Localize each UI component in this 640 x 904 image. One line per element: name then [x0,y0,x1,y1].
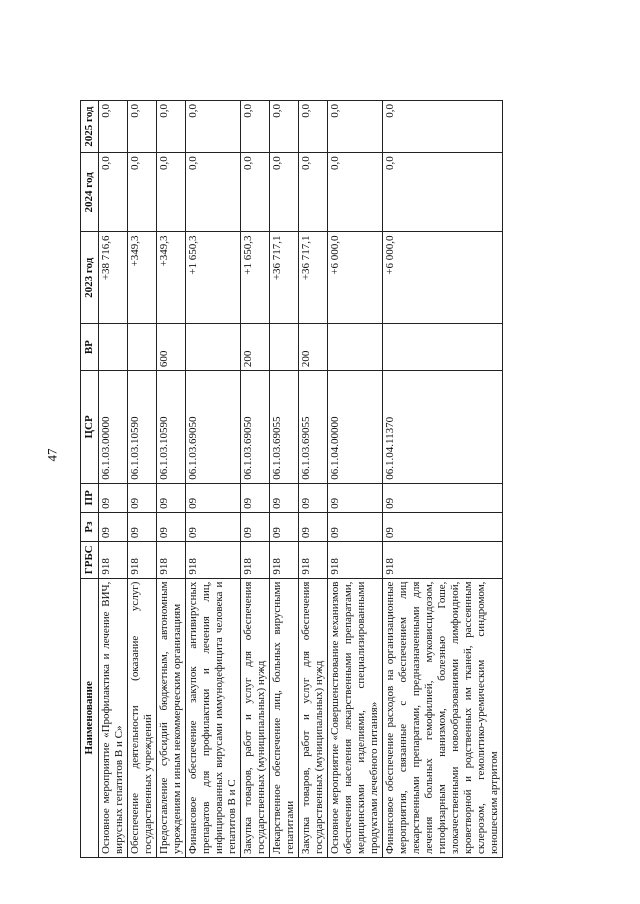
cell-csr: 06.1.03.10590 [157,371,186,484]
cell-2025: 0,0 [128,101,157,153]
cell-grbs: 918 [186,542,241,578]
cell-grbs: 918 [383,542,503,578]
cell-name: Основное мероприятие «Совершенствование механизмов обеспечения населения лекарственными препаратами, медицинскими изделиями, специализированными продуктами лечебного питания» [328,578,383,857]
cell-name: Обеспечение деятельности (оказание услуг) государственных учреждений [128,578,157,857]
cell-2024: 0,0 [299,153,328,232]
rotated-table-wrapper [80,104,640,858]
table-row [128,101,157,858]
cell-vr [128,324,157,371]
cell-vr: 200 [299,324,328,371]
cell-csr: 06.1.04.11370 [383,371,503,484]
cell-2023: +6 000,0 [328,232,383,324]
cell-2025: 0,0 [157,101,186,153]
cell-rz: 09 [299,512,328,541]
cell-vr [270,324,299,371]
table-row [241,101,270,858]
cell-csr: 06.1.03.00000 [99,371,128,484]
cell-vr: 600 [157,324,186,371]
cell-rz: 09 [241,512,270,541]
cell-rz: 09 [99,512,128,541]
cell-name: Финансовое обеспечение закупок антивирусных препаратов для профилактики и лечения лиц, инфицированных вирусами иммунодефицита человека и гепатитов В и С [186,578,241,857]
cell-grbs: 918 [328,542,383,578]
cell-rz: 09 [157,512,186,541]
cell-2024: 0,0 [186,153,241,232]
cell-2025: 0,0 [383,101,503,153]
header-2024: 2024 год [81,153,99,232]
cell-grbs: 918 [99,542,128,578]
cell-grbs: 918 [157,542,186,578]
header-pr: ПР [81,483,99,512]
header-grbs: ГРБС [81,542,99,578]
header-name: Наименование [81,578,99,857]
table-row [383,101,503,858]
cell-pr: 09 [328,483,383,512]
cell-csr: 06.1.03.69055 [299,371,328,484]
cell-grbs: 918 [299,542,328,578]
cell-2023: +36 717,1 [270,232,299,324]
cell-vr [383,324,503,371]
cell-2025: 0,0 [299,101,328,153]
budget-table [80,100,503,858]
cell-name: Закупка товаров, работ и услуг для обеспечения государственных (муниципальных) нужд [299,578,328,857]
cell-2025: 0,0 [270,101,299,153]
cell-2024: 0,0 [241,153,270,232]
page-number: 47 [44,448,60,462]
cell-rz: 09 [383,512,503,541]
table-row [270,101,299,858]
cell-2024: 0,0 [99,153,128,232]
cell-name: Основное мероприятие «Профилактика и лечение ВИЧ, вирусных гепатитов В и С» [99,578,128,857]
cell-2024: 0,0 [270,153,299,232]
table-header-row [81,101,99,858]
cell-vr: 200 [241,324,270,371]
cell-vr [99,324,128,371]
table-row [157,101,186,858]
cell-pr: 09 [270,483,299,512]
cell-csr: 06.1.03.69050 [241,371,270,484]
cell-rz: 09 [328,512,383,541]
cell-2023: +38 716,6 [99,232,128,324]
cell-vr [328,324,383,371]
table-row [328,101,383,858]
cell-rz: 09 [128,512,157,541]
cell-2025: 0,0 [99,101,128,153]
cell-2024: 0,0 [383,153,503,232]
cell-vr [186,324,241,371]
cell-grbs: 918 [270,542,299,578]
cell-rz: 09 [270,512,299,541]
cell-2023: +36 717,1 [299,232,328,324]
cell-2024: 0,0 [128,153,157,232]
cell-pr: 09 [128,483,157,512]
cell-csr: 06.1.04.00000 [328,371,383,484]
table-row [186,101,241,858]
cell-2023: +6 000,0 [383,232,503,324]
cell-name: Предоставление субсидий бюджетным, автономным учреждениям и иным некоммерческим организациям [157,578,186,857]
cell-pr: 09 [157,483,186,512]
cell-csr: 06.1.03.69050 [186,371,241,484]
cell-pr: 09 [99,483,128,512]
cell-pr: 09 [383,483,503,512]
cell-name: Финансовое обеспечение расходов на организационные мероприятия, связанные с обеспечением лиц лекарственными препаратами, предназначенными для лечения больных гемофилией, муковисцидозом, гипофизарным нанизмом, болезнью Гоше, злокачественными новообразованиями лимфоидной, кроветворной и родственных им тканей, рассеянным склерозом, гемолитико-уремическим синдромом, юношеским артритом [383,578,503,857]
header-2023: 2023 год [81,232,99,324]
cell-pr: 09 [299,483,328,512]
cell-2023: +349,3 [128,232,157,324]
cell-2025: 0,0 [328,101,383,153]
cell-2023: +349,3 [157,232,186,324]
cell-2024: 0,0 [157,153,186,232]
header-vr: ВР [81,324,99,371]
cell-rz: 09 [186,512,241,541]
cell-2023: +1 650,3 [241,232,270,324]
cell-csr: 06.1.03.69055 [270,371,299,484]
cell-2025: 0,0 [186,101,241,153]
table-row [299,101,328,858]
header-rz: Рз [81,512,99,541]
cell-name: Закупка товаров, работ и услуг для обеспечения государственных (муниципальных) нужд [241,578,270,857]
cell-pr: 09 [186,483,241,512]
header-csr: ЦСР [81,371,99,484]
cell-2024: 0,0 [328,153,383,232]
header-2025: 2025 год [81,101,99,153]
cell-2025: 0,0 [241,101,270,153]
cell-grbs: 918 [241,542,270,578]
cell-grbs: 918 [128,542,157,578]
cell-pr: 09 [241,483,270,512]
table-row [99,101,128,858]
cell-csr: 06.1.03.10590 [128,371,157,484]
cell-name: Лекарственное обеспечение лиц, больных вирусными гепатитами [270,578,299,857]
cell-2023: +1 650,3 [186,232,241,324]
